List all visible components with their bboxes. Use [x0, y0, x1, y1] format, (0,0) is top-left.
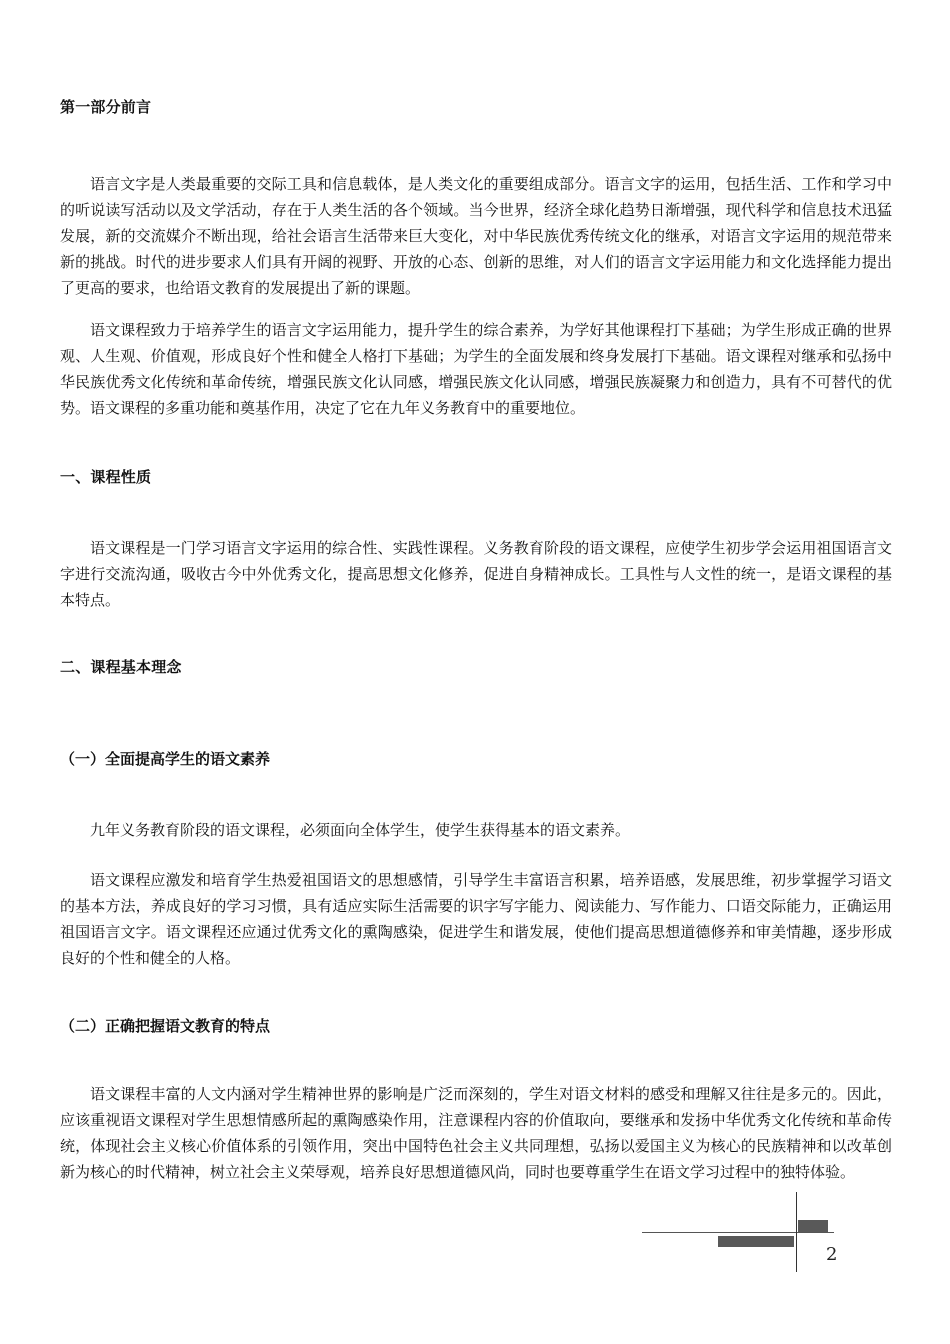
characteristics-paragraph: 语文课程丰富的人文内涵对学生精神世界的影响是广泛而深刻的，学生对语文材料的感受和理解又往往是多元的。因此，应该重视语文课程对学生思想情感所起的熏陶感染作用，注意课程内容的价值取向，要继承和发扬中华优秀文化传统和革命传统，体现社会主义核心价值体系的引领作用，突出中国特色社会主义共同理想，弘扬以爱国主义为核心的民族精神和以改革创新为核心的时代精神，树立社会主义荣辱观，培养良好思想道德风尚，同时也要尊重学生在语文学习过程中的独特体验。	[60, 1085, 892, 1181]
section-heading-course-nature: 一、课程性质	[60, 468, 152, 486]
course-nature-paragraph: 语文课程是一门学习语言文字运用的综合性、实践性课程。义务教育阶段的语文课程，应使学生初步学会运用祖国语言文字进行交流沟通，吸收古今中外优秀文化，提高思想文化修养，促进自身精神成长。工具性与人文性的统一，是语文课程的基本特点。	[60, 539, 892, 609]
footer-vertical-rule	[796, 1192, 797, 1272]
page-number: 2	[826, 1244, 838, 1265]
literacy-paragraph-2: 语文课程应激发和培育学生热爱祖国语文的思想感情，引导学生丰富语言积累，培养语感，发展思维，初步掌握学习语文的基本方法，养成良好的学习习惯，具有适应实际生活需要的识字写字能力、阅读能力、写作能力、口语交际能力，正确运用祖国语言文字。语文课程还应通过优秀文化的熏陶感染，促进学生和谐发展，使他们提高思想道德修养和审美情趣，逐步形成良好的个性和健全的人格。	[60, 871, 892, 967]
subsection-heading-characteristics: （二）正确把握语文教育的特点	[60, 1017, 271, 1035]
preface-paragraph-1: 语言文字是人类最重要的交际工具和信息载体，是人类文化的重要组成部分。语言文字的运用，包括生活、工作和学习中的听说读写活动以及文学活动，存在于人类生活的各个领域。当今世界，经济全球化趋势日渐增强，现代科学和信息技术迅猛发展，新的交流媒介不断出现，给社会语言生活带来巨大变化，对中华民族优秀传统文化的继承，对语言文字运用的规范带来新的挑战。时代的进步要求人们具有开阔的视野、开放的心态、创新的思维，对人们的语言文字运用能力和文化选择能力提出了更高的要求，也给语文教育的发展提出了新的课题。	[60, 175, 892, 297]
subsection-heading-literacy: （一）全面提高学生的语文素养	[60, 750, 271, 768]
footer-rule	[642, 1232, 834, 1233]
footer-block-left	[718, 1236, 794, 1247]
preface-paragraph-2: 语文课程致力于培养学生的语言文字运用能力，提升学生的综合素养，为学好其他课程打下基础；为学生形成正确的世界观、人生观、价值观，形成良好个性和健全人格打下基础；为学生的全面发展和终身发展打下基础。语文课程对继承和弘扬中华民族优秀文化传统和革命传统，增强民族文化认同感，增强民族文化认同感，增强民族凝聚力和创造力，具有不可替代的优势。语文课程的多重功能和奠基作用，决定了它在九年义务教育中的重要地位。	[60, 321, 892, 417]
literacy-paragraph-1: 九年义务教育阶段的语文课程，必须面向全体学生，使学生获得基本的语文素养。	[90, 821, 631, 839]
section-heading-basic-concepts: 二、课程基本理念	[60, 658, 182, 676]
footer-block-right	[798, 1220, 828, 1232]
part-title: 第一部分前言	[60, 98, 152, 116]
